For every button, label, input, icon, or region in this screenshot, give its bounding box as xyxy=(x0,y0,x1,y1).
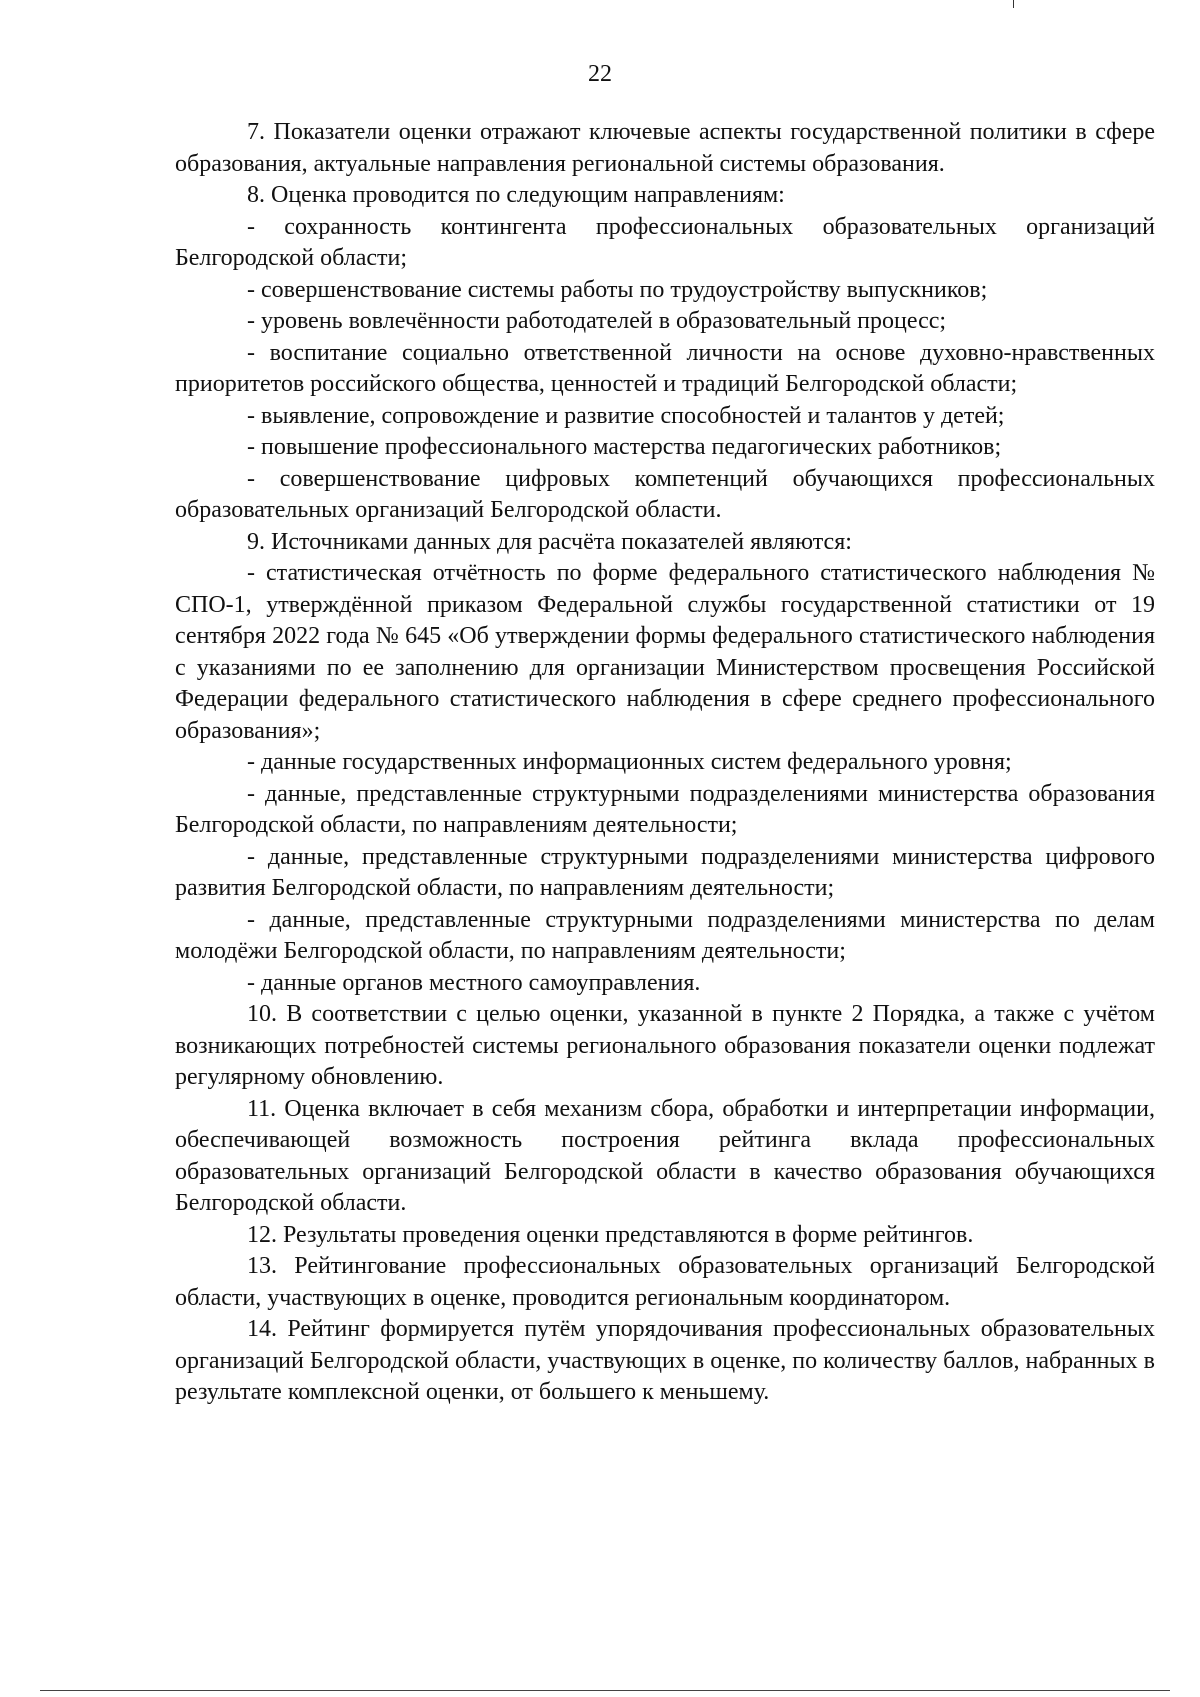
footer-rule xyxy=(40,1690,1170,1691)
paragraph-12: 12. Результаты проведения оценки представляются в форме рейтингов. xyxy=(247,1221,974,1248)
paragraph-10: 10. В соответствии с целью оценки, указанной в пункте 2 Порядка, а также с учётом возникающих потребностей системы регионального образования показатели оценки подлежат регулярному обновлению. xyxy=(175,1001,1155,1090)
paragraph-14: 14. Рейтинг формируется путём упорядочивания профессиональных образовательных организаций Белгородской области, участвующих в оценке, по количеству баллов, набранных в результате комплексной оценки, от большего к меньшему. xyxy=(175,1316,1155,1405)
list-item: - статистическая отчётность по форме федерального статистического наблюдения № СПО-1, утверждённой приказом Федеральной службы государственной статистики от 19 сентября 2022 года № 645 «Об утверждении формы федерального статистического наблюдения с указаниями по ее заполнению для организации Министерством просвещения Российской Федерации федерального статистического наблюдения в сфере среднего профессионального образования»; xyxy=(175,560,1155,744)
list-item: - уровень вовлечённости работодателей в образовательный процесс; xyxy=(247,308,947,334)
list-item: - данные, представленные структурными подразделениями министерства по делам молодёжи Белгородской области, по направлениям деятельности; xyxy=(175,906,1155,964)
paragraph-7: 7. Показатели оценки отражают ключевые аспекты государственной политики в сфере образования, актуальные направления региональной системы образования. xyxy=(175,119,1155,177)
corner-mark xyxy=(1013,0,1014,8)
paragraph-8: 8. Оценка проводится по следующим направлениям: xyxy=(247,182,785,208)
list-item: - данные, представленные структурными подразделениями министерства цифрового развития Белгородской области, по направлениям деятельности; xyxy=(175,843,1155,901)
paragraph-11: 11. Оценка включает в себя механизм сбора, обработки и интерпретации информации, обеспечивающей возможность построения рейтинга вклада профессиональных образовательных организаций Белгородской области в качество образования обучающихся Белгородской области. xyxy=(175,1095,1155,1216)
paragraph-13: 13. Рейтингование профессиональных образовательных организаций Белгородской области, участвующих в оценке, проводится региональным координатором. xyxy=(175,1253,1155,1311)
list-item: - повышение профессионального мастерства педагогических работников; xyxy=(247,434,1002,460)
list-item: - данные государственных информационных систем федерального уровня; xyxy=(247,749,1012,775)
list-item: - совершенствование системы работы по трудоустройству выпускников; xyxy=(247,276,988,303)
list-item: - воспитание социально ответственной личности на основе духовно-нравственных приоритетов российского общества, ценностей и традиций Белгородской области; xyxy=(175,339,1155,397)
list-item: - совершенствование цифровых компетенций обучающихся профессиональных образовательных организаций Белгородской области. xyxy=(175,465,1155,523)
list-item: - сохранность контингента профессиональных образовательных организаций Белгородской области; xyxy=(175,213,1155,271)
list-item: - данные, представленные структурными подразделениями министерства образования Белгородской области, по направлениям деятельности; xyxy=(175,780,1155,838)
document-body xyxy=(175,117,1155,1409)
page-number: 22 xyxy=(588,61,612,87)
list-item: - данные органов местного самоуправления. xyxy=(247,969,701,996)
paragraph-9: 9. Источниками данных для расчёта показателей являются: xyxy=(247,528,852,555)
list-item: - выявление, сопровождение и развитие способностей и талантов у детей; xyxy=(247,402,1005,429)
